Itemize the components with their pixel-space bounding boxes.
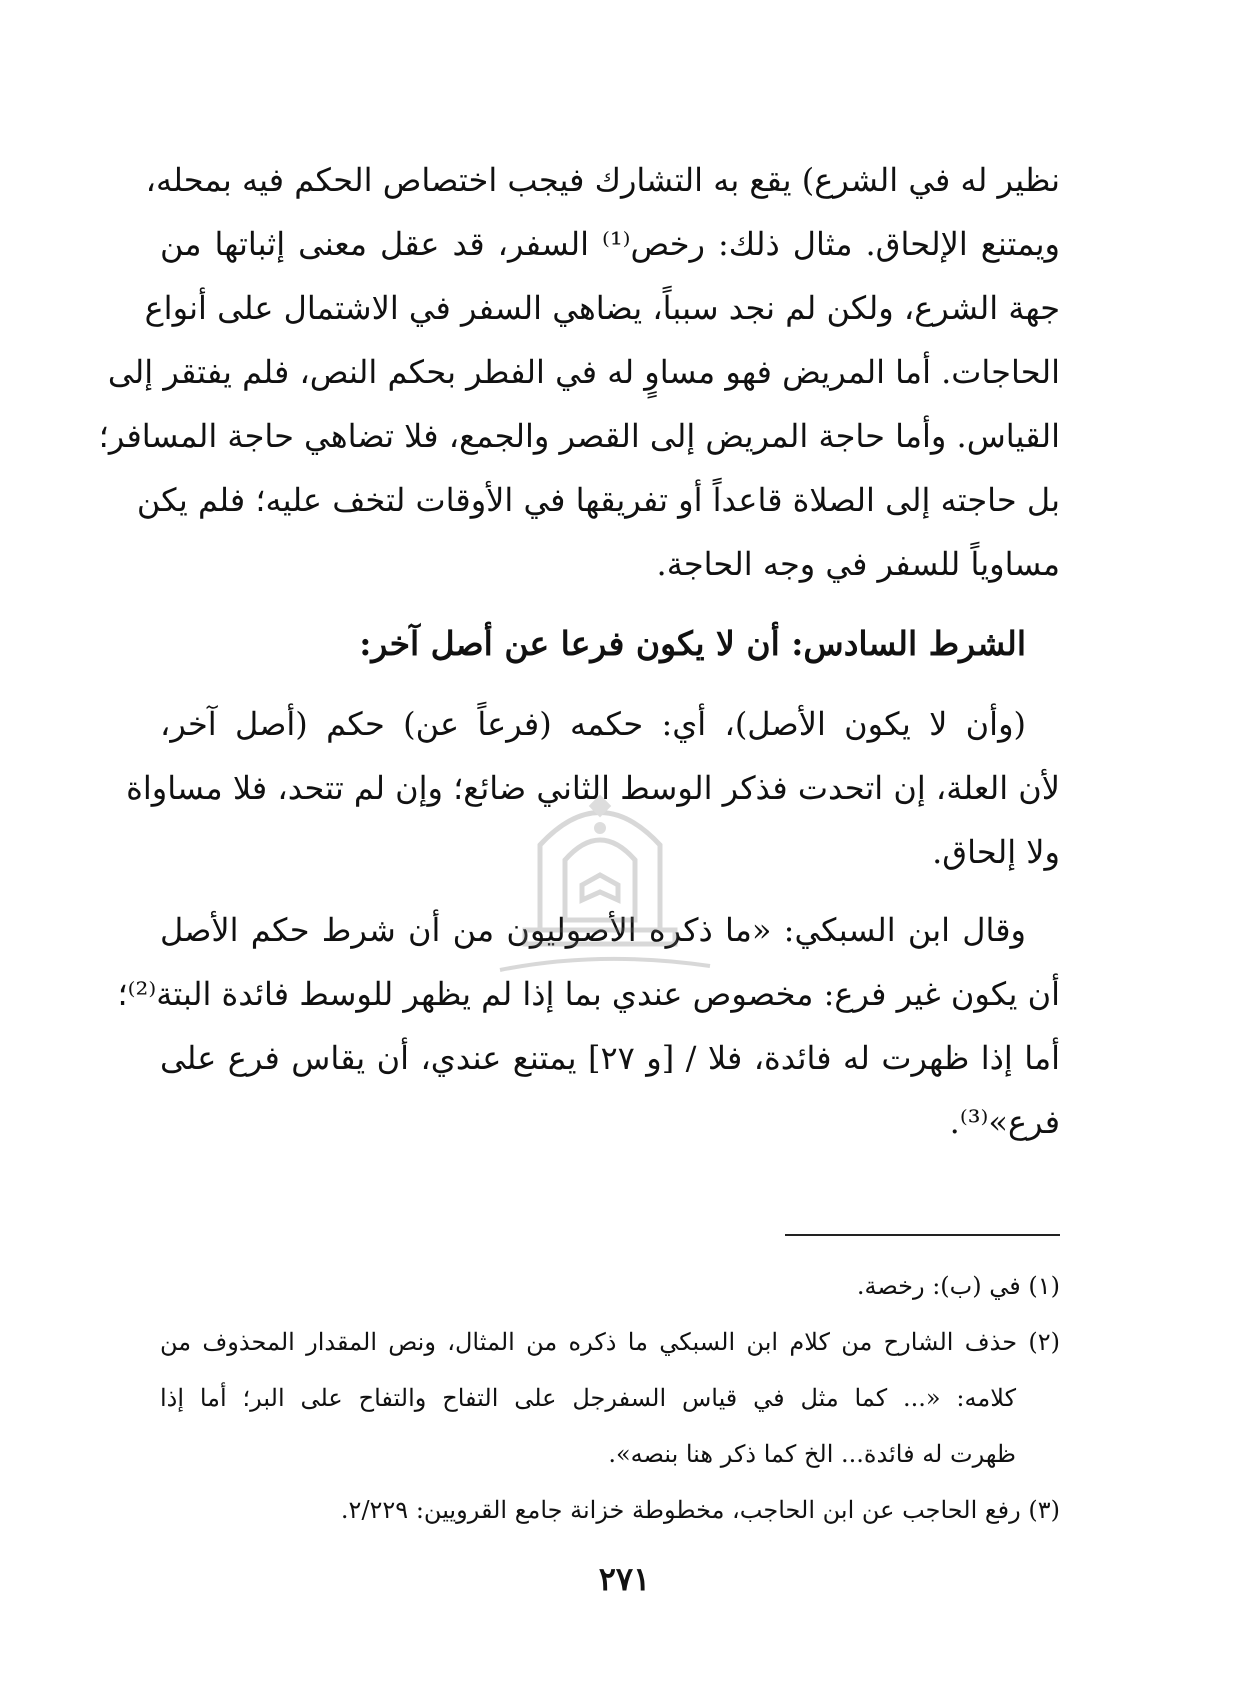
text-line: وقال ابن السبكي: «ما ذكره الأصوليون من أن شرط حكم الأصل <box>160 911 1026 949</box>
footnote-2-continuation: ظهرت له فائدة... الخ كما ذكر هنا بنصه». <box>608 1440 1016 1468</box>
text-line: أما إذا ظهرت له فائدة، فلا / [و ٢٧] يمتنع عندي، أن يقاس فرع على <box>160 1039 1061 1077</box>
text-line: (وأن لا يكون الأصل)، أي: حكمه (فرعاً عن) حكم (أصل آخر، <box>160 705 1026 743</box>
text-line: ويمتنع الإلحاق. مثال ذلك: رخص⁽¹⁾ السفر، قد عقل معنى إثباتها من <box>160 225 1061 263</box>
footnote-separator <box>785 1234 1060 1236</box>
main-text <box>98 148 1061 1154</box>
footnote-3: (٣) رفع الحاجب عن ابن الحاجب، مخطوطة خزانة جامع القرويين: ٢/٢٢٩. <box>340 1496 1060 1524</box>
section-heading: الشرط السادس: أن لا يكون فرعا عن أصل آخر: <box>359 624 1026 663</box>
text-line: مساوياً للسفر في وجه الحاجة. <box>656 545 1060 583</box>
text-line: نظير له في الشرع) يقع به التشارك فيجب اختصاص الحكم فيه بمحله، <box>145 161 1060 199</box>
text-line: بل حاجته إلى الصلاة قاعداً أو تفريقها في الأوقات لتخف عليه؛ فلم يكن <box>136 481 1060 519</box>
text-line: لأن العلة، إن اتحدت فذكر الوسط الثاني ضائع؛ وإن لم تتحد، فلا مساواة <box>126 769 1060 807</box>
text-line: فرع»⁽³⁾. <box>949 1103 1060 1141</box>
page-number: ٢٧١ <box>598 1560 651 1598</box>
text-line: أن يكون غير فرع: مخصوص عندي بما إذا لم يظهر للوسط فائدة البتة⁽²⁾؛ <box>117 975 1060 1013</box>
footnote-2-continuation: كلامه: «... كما مثل في قياس السفرجل على التفاح والتفاح على البر؛ أما إذا <box>160 1384 1016 1412</box>
footnote-1: (١) في (ب): رخصة. <box>856 1272 1060 1300</box>
text-line: الحاجات. أما المريض فهو مساوٍ له في الفطر بحكم النص، فلم يفتقر إلى <box>107 353 1060 391</box>
text-line: جهة الشرع، ولكن لم نجد سبباً، يضاهي السفر في الاشتمال على أنواع <box>144 289 1060 327</box>
text-line: القياس. وأما حاجة المريض إلى القصر والجمع، فلا تضاهي حاجة المسافر؛ <box>98 417 1060 455</box>
text-line: ولا إلحاق. <box>932 833 1060 871</box>
footnote-2: (٢) حذف الشارح من كلام ابن السبكي ما ذكره من المثال، ونص المقدار المحذوف من <box>160 1328 1060 1356</box>
footnotes <box>160 1258 1060 1538</box>
